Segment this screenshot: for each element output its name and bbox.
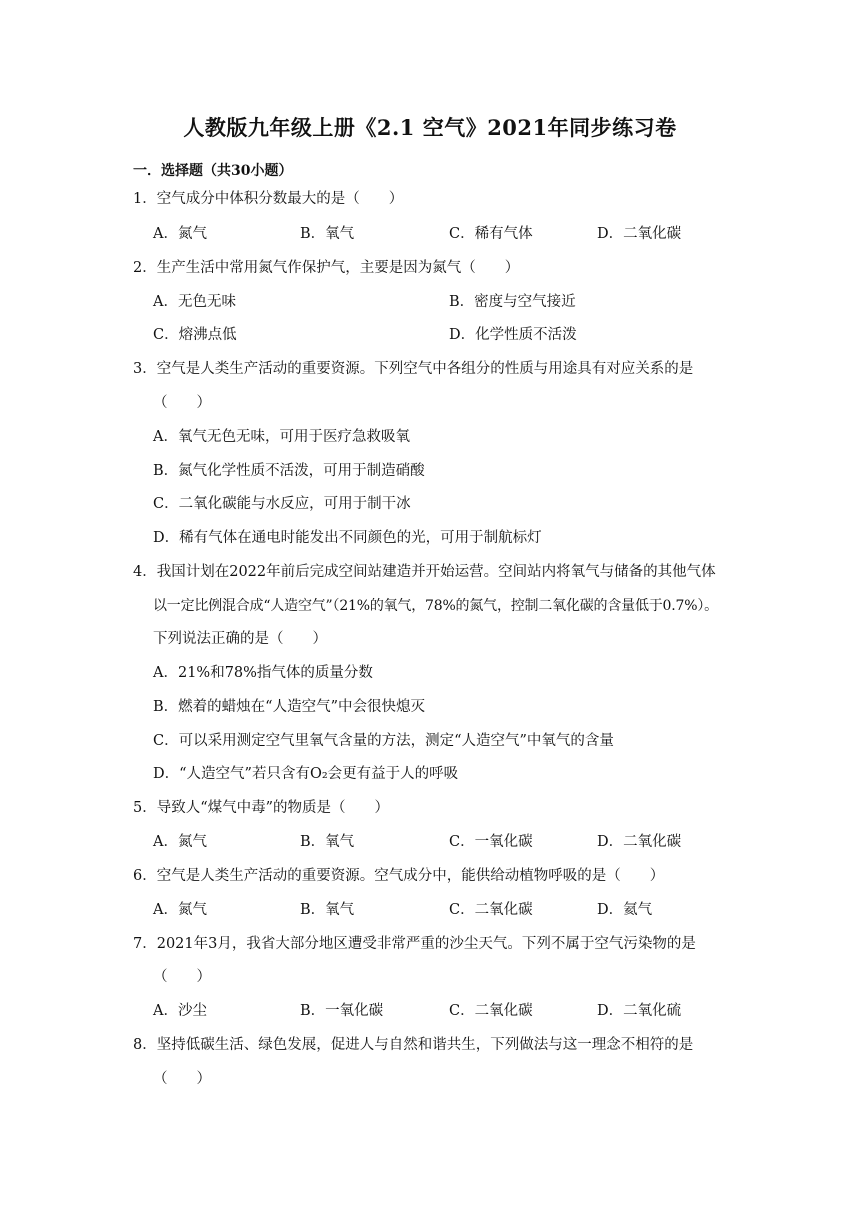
question-2-stem: 2．生产生活中常用氮气作保护气，主要是因为氮气（ ）	[133, 260, 520, 276]
page-title: 人教版九年级上册《2.1 空气》2021年同步练习卷	[183, 115, 677, 140]
question-4-stem: 4．我国计划在2022年前后完成空间站建造并开始运营。空间站内将氧气与储备的其他气体	[133, 564, 716, 580]
question-4-option-d: D．“人造空气”若只含有O₂会更有益于人的呼吸	[153, 766, 459, 782]
question-2-option-a: A．无色无味	[153, 294, 236, 310]
question-4-stem-cont: 以一定比例混合成“人造空气”（21%的氧气，78%的氮气，控制二氧化碳的含量低于0.7%）。	[153, 598, 718, 614]
question-3-option-c: C．二氧化碳能与水反应，可用于制干冰	[153, 496, 411, 512]
question-5-option-d: D．二氧化碳	[597, 834, 682, 850]
question-2-option-c: C．熔沸点低	[153, 327, 237, 343]
question-2-option-d: D．化学性质不活泼	[449, 327, 577, 343]
question-2-option-b: B．密度与空气接近	[449, 294, 576, 310]
question-5-option-c: C．一氧化碳	[449, 834, 533, 850]
question-3-option-b: B．氮气化学性质不活泼，可用于制造硝酸	[153, 463, 425, 479]
question-4-stem-cont-2: 下列说法正确的是（ ）	[153, 631, 327, 647]
question-6-stem: 6．空气是人类生产活动的重要资源。空气成分中，能供给动植物呼吸的是（ ）	[133, 868, 665, 884]
question-8-stem-cont: （ ）	[153, 1071, 211, 1087]
question-3-option-d: D．稀有气体在通电时能发出不同颜色的光，可用于制航标灯	[153, 530, 542, 546]
question-7-option-a: A．沙尘	[153, 1003, 207, 1019]
question-3-option-a: A．氧气无色无味，可用于医疗急救吸氧	[153, 429, 410, 445]
question-6-option-a: A．氮气	[153, 902, 207, 918]
question-7-stem-cont: （ ）	[153, 969, 211, 985]
question-3-stem: 3．空气是人类生产活动的重要资源。下列空气中各组分的性质与用途具有对应关系的是	[133, 361, 694, 377]
question-4-option-a: A．21%和78%指气体的质量分数	[153, 665, 373, 681]
question-1-option-c: C．稀有气体	[449, 226, 533, 242]
question-1-option-b: B．氧气	[300, 226, 355, 242]
question-5-option-b: B．氧气	[300, 834, 355, 850]
question-8-stem: 8．坚持低碳生活、绿色发展，促进人与自然和谐共生，下列做法与这一理念不相符的是	[133, 1037, 694, 1053]
question-7-option-b: B．一氧化碳	[300, 1003, 384, 1019]
question-6-option-d: D．氦气	[597, 902, 653, 918]
question-7-stem: 7．2021年3月，我省大部分地区遭受非常严重的沙尘天气。下列不属于空气污染物的是	[133, 936, 696, 952]
question-1-stem: 1．空气成分中体积分数最大的是（ ）	[133, 191, 404, 207]
question-6-option-c: C．二氧化碳	[449, 902, 533, 918]
question-6-option-b: B．氧气	[300, 902, 355, 918]
question-4-option-b: B．燃着的蜡烛在“人造空气”中会很快熄灭	[153, 699, 425, 715]
question-3-stem-cont: （ ）	[153, 395, 211, 411]
section-heading: 一．选择题（共30小题）	[133, 163, 293, 179]
question-5-stem: 5．导致人“煤气中毒”的物质是（ ）	[133, 800, 390, 816]
question-5-option-a: A．氮气	[153, 834, 207, 850]
question-1-option-a: A．氮气	[153, 226, 207, 242]
question-7-option-d: D．二氧化硫	[597, 1003, 682, 1019]
question-4-option-c: C．可以采用测定空气里氧气含量的方法，测定“人造空气”中氧气的含量	[153, 733, 614, 749]
question-7-option-c: C．二氧化碳	[449, 1003, 533, 1019]
question-1-option-d: D．二氧化碳	[597, 226, 682, 242]
